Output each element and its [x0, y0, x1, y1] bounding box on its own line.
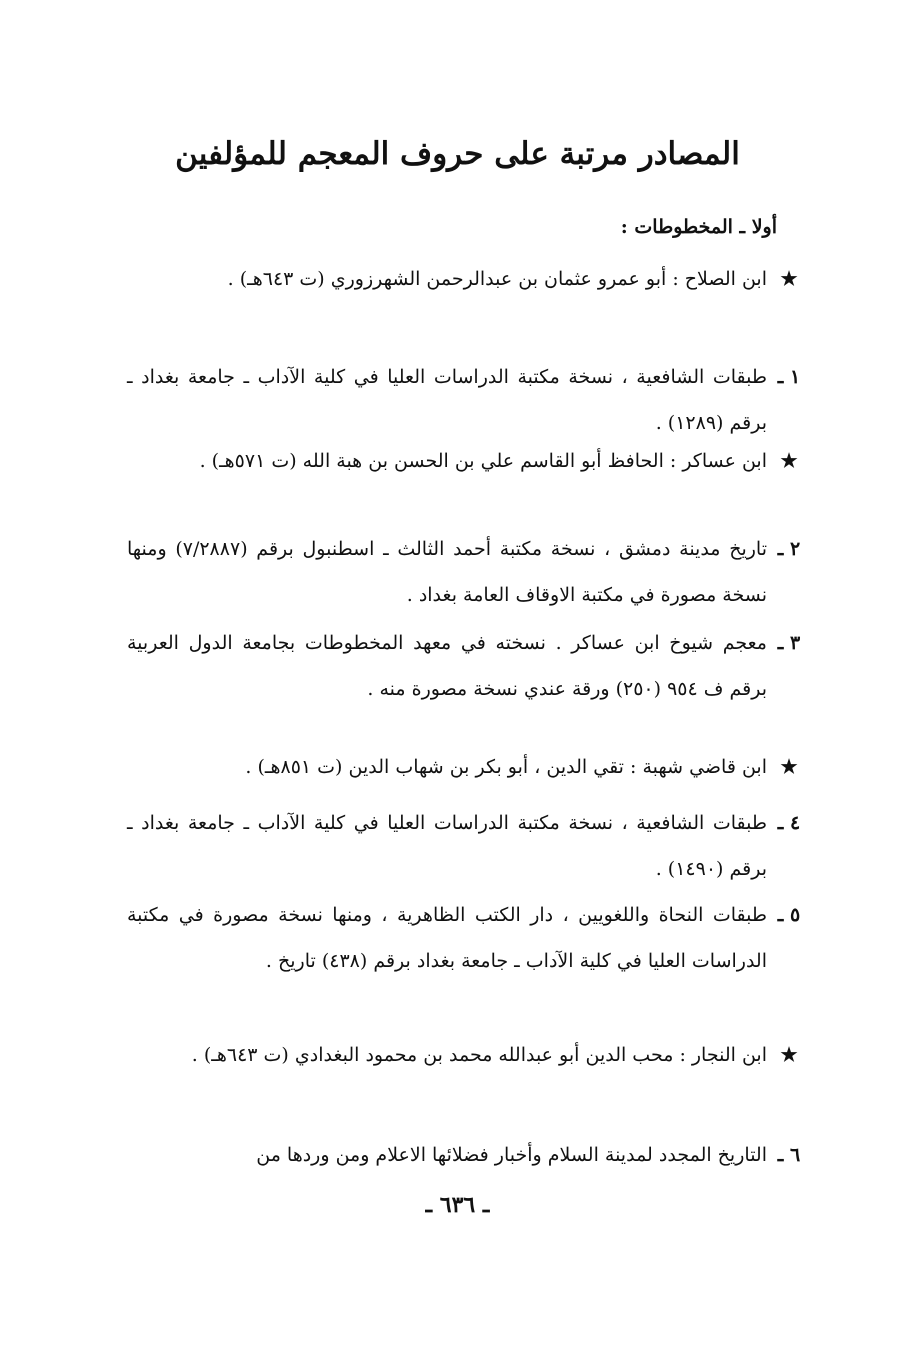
entry-number: ٥ ـ: [777, 904, 801, 926]
entry-text: ابن قاضي شهبة : تقي الدين ، أبو بكر بن شهاب الدين (ت ٨٥١هـ) .: [245, 756, 767, 778]
author-entry-ibn-al-salah: [127, 256, 798, 302]
author-entry-ibn-al-najjar: [127, 1032, 798, 1078]
entry-number: ٦ ـ: [777, 1144, 801, 1166]
entry-number: ٢ ـ: [777, 538, 801, 560]
entry-text: طبقات الشافعية ، نسخة مكتبة الدراسات العليا في كلية الآداب ـ جامعة بغداد ـ برقم (١٤٩٠) .: [127, 812, 767, 880]
entry-number: ٣ ـ: [777, 632, 801, 654]
source-entry-4: [127, 800, 801, 892]
entry-text: معجم شيوخ ابن عساكر . نسخته في معهد المخطوطات بجامعة الدول العربية برقم ف ٩٥٤ (٢٥٠) ورقة عندي نسخة مصورة منه .: [127, 632, 767, 700]
author-entry-ibn-asakir: [127, 438, 798, 484]
source-entry-3: [127, 620, 801, 712]
entry-text: طبقات الشافعية ، نسخة مكتبة الدراسات العليا في كلية الآداب ـ جامعة بغداد ـ برقم (١٢٨٩) .: [127, 366, 767, 434]
star-bullet-icon: ★: [780, 756, 798, 778]
entry-text: طبقات النحاة واللغويين ، دار الكتب الظاهرية ، ومنها نسخة مصورة في مكتبة الدراسات العليا في كلية الآداب ـ جامعة بغداد برقم (٤٣٨) تاريخ .: [127, 904, 767, 972]
entry-text: ابن عساكر : الحافظ أبو القاسم علي بن الحسن بن هبة الله (ت ٥٧١هـ) .: [199, 450, 767, 472]
source-entry-6: [127, 1132, 801, 1178]
star-bullet-icon: ★: [780, 1044, 798, 1066]
entry-number: ٤ ـ: [777, 812, 801, 834]
entry-number: ١ ـ: [777, 366, 801, 388]
author-entry-ibn-qadi-shuhba: [127, 744, 798, 790]
source-entry-5: [127, 892, 801, 984]
entry-text: ابن النجار : محب الدين أبو عبدالله محمد بن محمود البغدادي (ت ٦٤٣هـ) .: [191, 1044, 767, 1066]
section-heading-manuscripts: أولا ـ المخطوطات :: [620, 216, 777, 238]
source-entry-2: [127, 526, 801, 618]
star-bullet-icon: ★: [780, 450, 798, 472]
entry-text: تاريخ مدينة دمشق ، نسخة مكتبة أحمد الثالث ـ اسطنبول برقم (٧/٢٨٨٧) ومنها نسخة مصورة في مكتبة الاوقاف العامة بغداد .: [127, 538, 767, 606]
entry-text: التاريخ المجدد لمدينة السلام وأخبار فضلائها الاعلام ومن وردها من: [256, 1144, 767, 1166]
page-number: ـ ٦٣٦ ـ: [425, 1192, 490, 1218]
entry-text: ابن الصلاح : أبو عمرو عثمان بن عبدالرحمن الشهرزوري (ت ٦٤٣هـ) .: [227, 268, 767, 290]
source-entry-1: [127, 354, 801, 446]
page-title: المصادر مرتبة على حروف المعجم للمؤلفين: [175, 136, 740, 172]
star-bullet-icon: ★: [780, 268, 798, 290]
